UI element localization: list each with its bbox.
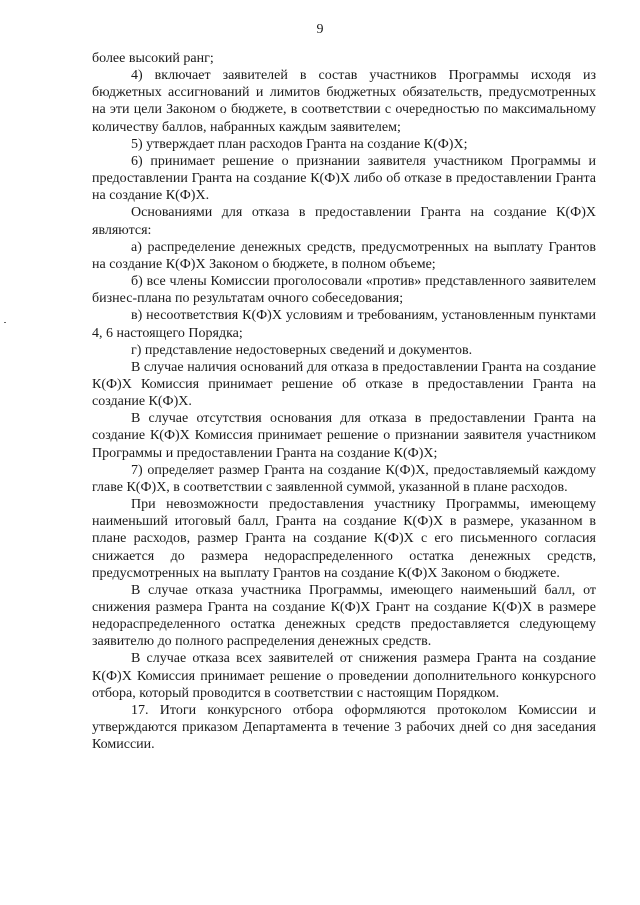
- paragraph-item-4: 4) включает заявителей в состав участников Программы исходя из бюджетных ассигнований и лимитов бюджетных обязательств, предусмотренных на эти цели Законом о бюджете, в соответствии с очередностью по максимальному количеству баллов, набранных каждым заявителем;: [92, 68, 596, 135]
- paragraph-refusal-grounds: Основаниями для отказа в предоставлении Гранта на создание К(Ф)Х являются:: [92, 205, 596, 238]
- paragraph-reduction-refusal: В случае отказа участника Программы, имеющего наименьший балл, от снижения размера Гранта на создание К(Ф)Х Грант на создание К(Ф)Х в размере недораспределенного остатка денежных средств предоставляется следующему заявителю до полного распределения денежных средств.: [92, 582, 596, 650]
- paragraph-item-17: 17. Итоги конкурсного отбора оформляются протоколом Комиссии и утверждаются приказом Департамента в течение 3 рабочих дней со дня заседания Комиссии.: [92, 702, 596, 753]
- margin-mark: [4, 322, 6, 323]
- paragraph-item-5: 5) утверждает план расходов Гранта на создание К(Ф)Х;: [131, 136, 468, 152]
- paragraph-ground-v: в) несоответствия К(Ф)Х условиям и требованиям, установленным пунктами 4, 6 настоящего Порядка;: [92, 308, 596, 341]
- paragraph-additional-selection: В случае отказа всех заявителей от снижения размера Гранта на создание К(Ф)Х Комиссия принимает решение о проведении дополнительного конкурсного отбора, который проводится в соответствии с настоящим Порядком.: [92, 651, 596, 701]
- document-body: [92, 50, 596, 753]
- paragraph-continuation: более высокий ранг;: [92, 51, 214, 66]
- paragraph-ground-a: а) распределение денежных средств, предусмотренных на выплату Грантов на создание К(Ф)Х Законом о бюджете, в полном объеме;: [92, 239, 596, 272]
- paragraph-item-6: 6) принимает решение о признании заявителя участником Программы и предоставлении Гранта на создание К(Ф)Х либо об отказе в предоставлении Гранта на создание К(Ф)Х.: [92, 153, 596, 204]
- paragraph-approval-decision: В случае отсутствия основания для отказа в предоставлении Гранта на создание К(Ф)Х Комиссия принимает решение о признании заявителя участником Программы и предоставлении Гранта на создание К(Ф)Х;: [92, 411, 596, 461]
- paragraph-ground-g: г) представление недостоверных сведений и документов.: [131, 342, 473, 358]
- paragraph-item-7: 7) определяет размер Гранта на создание К(Ф)Х, предоставляемый каждому главе К(Ф)Х, в соответствии с заявленной суммой, указанной в плане расходов.: [92, 462, 596, 495]
- paragraph-grant-reduction: При невозможности предоставления участнику Программы, имеющему наименьший итоговый балл, Гранта на создание К(Ф)Х в размере, указанном в плане расходов, размер Гранта на создание К(Ф)Х с его письменного согласия снижается до размера недораспределенного остатка денежных средств, предусмотренных на выплату Грантов на создание К(Ф)Х Законом о бюджете.: [92, 497, 596, 581]
- paragraph-ground-b: б) все члены Комиссии проголосовали «против» представленного заявителем бизнес-плана по результатам очного собеседования;: [92, 274, 596, 307]
- paragraph-refusal-decision: В случае наличия оснований для отказа в предоставлении Гранта на создание К(Ф)Х Комиссия принимает решение об отказе в предоставлении Гранта на создание К(Ф)Х.: [92, 359, 596, 410]
- page-number: 9: [316, 22, 324, 37]
